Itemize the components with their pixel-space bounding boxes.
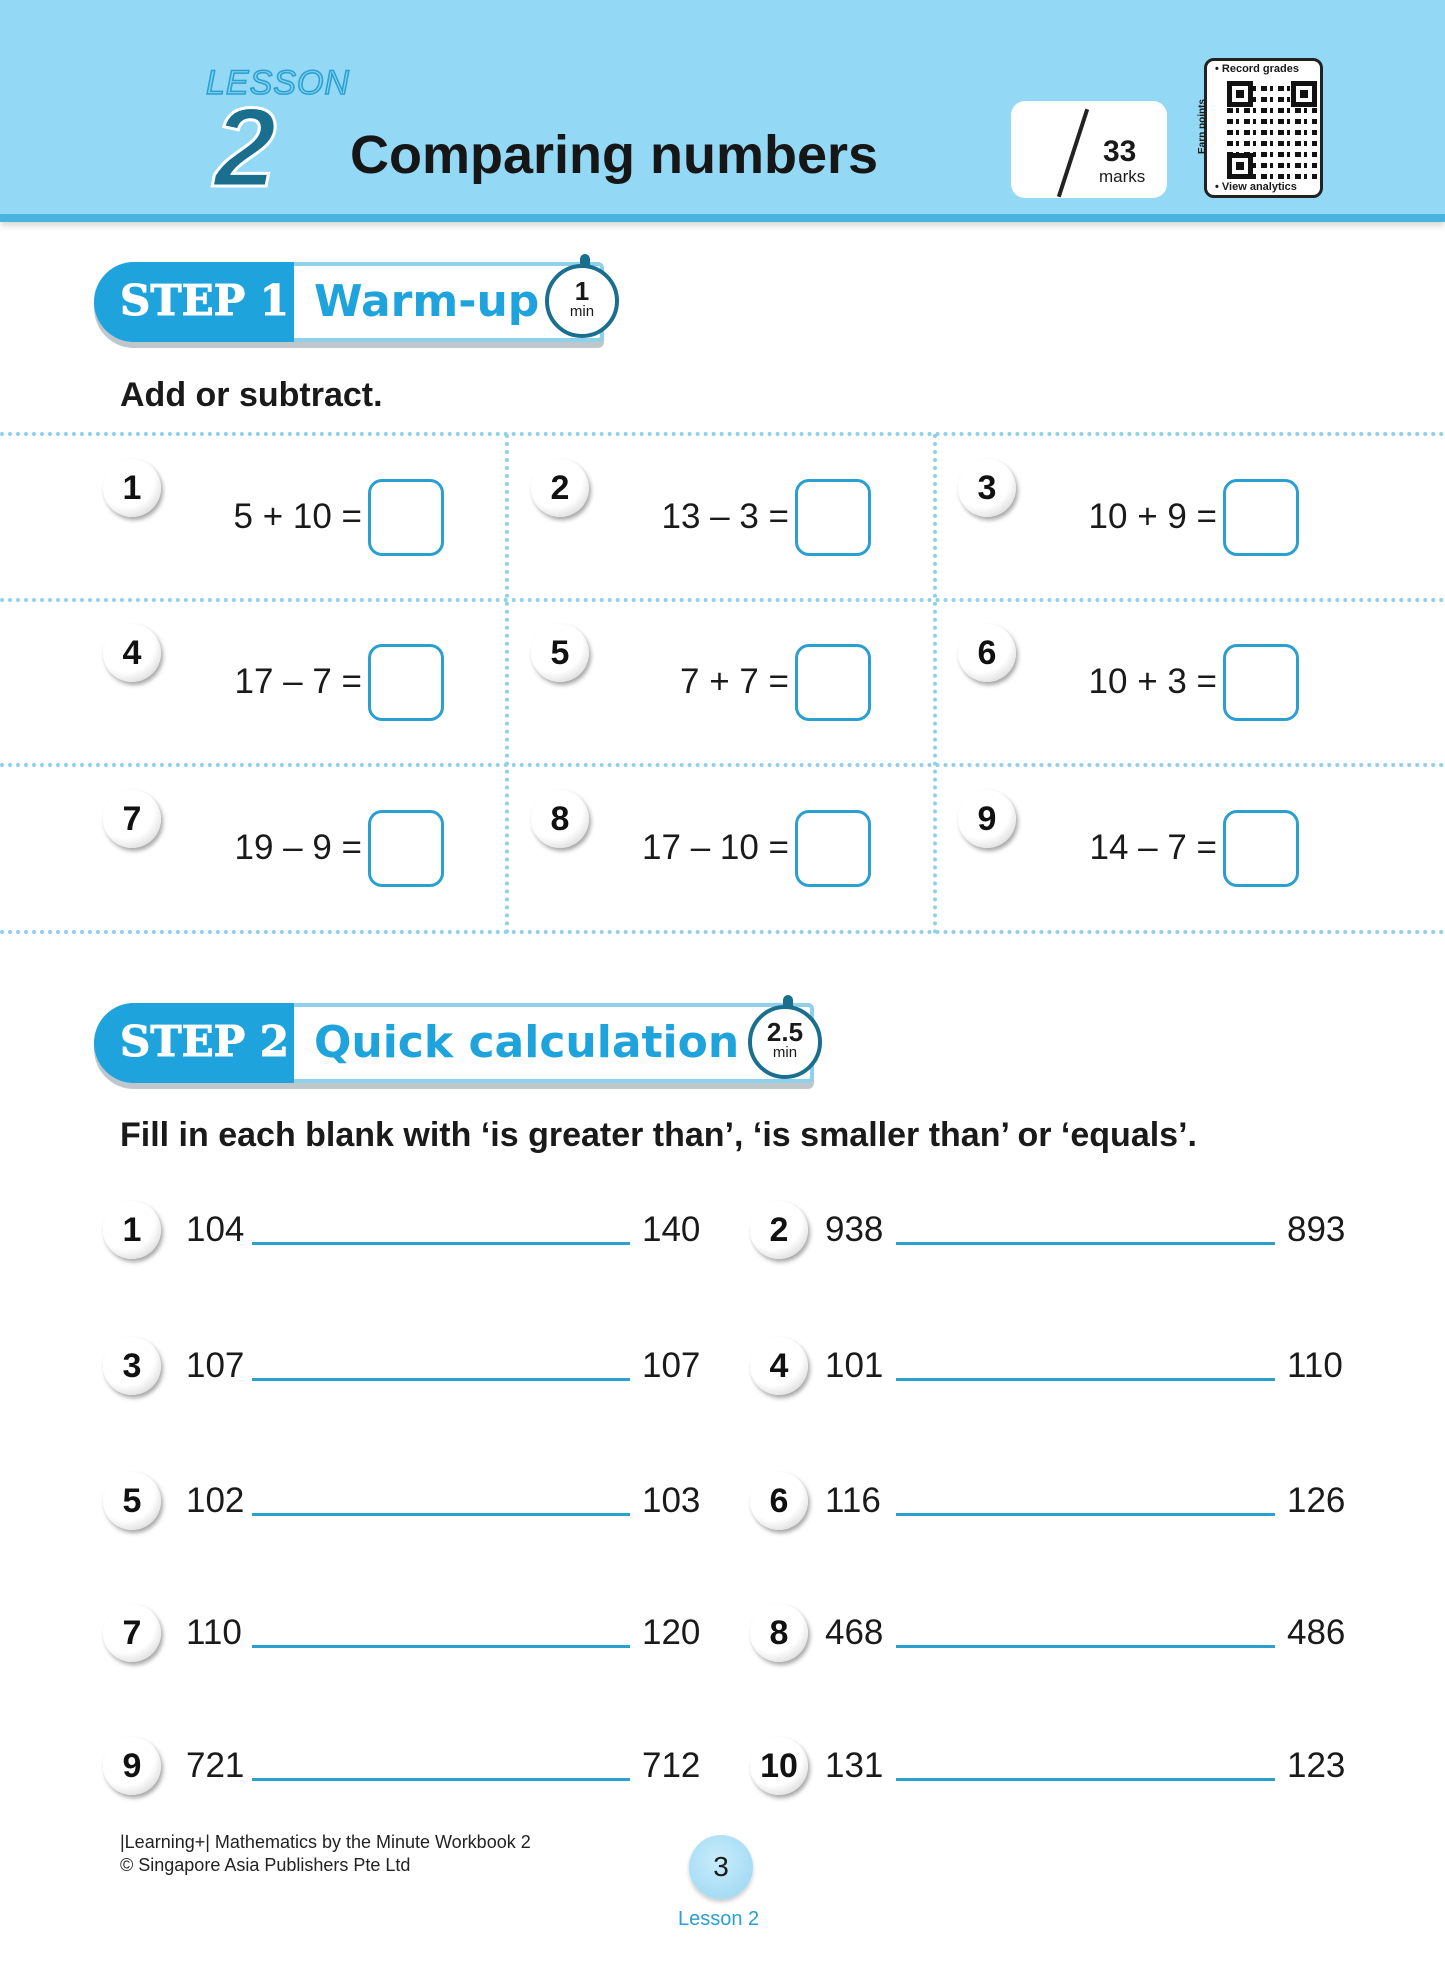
marks-slash [1057,109,1089,198]
step1-instruction: Add or subtract. [120,376,383,414]
equation-text: 17 – 7 = [234,662,362,701]
question-number-badge: 4 [103,624,161,682]
number-right: 103 [642,1481,701,1520]
question-number-badge: 5 [103,1472,161,1530]
question-number-badge: 1 [103,459,161,517]
number-left: 107 [186,1346,245,1385]
question-number-badge: 8 [750,1604,808,1662]
timer-value: 1 [574,276,590,306]
number-left: 131 [825,1746,884,1785]
question-number-badge: 3 [958,459,1016,517]
answer-box[interactable] [795,810,871,887]
page-number: 3 [689,1835,753,1899]
answer-blank-line[interactable] [252,1513,630,1516]
number-right: 107 [642,1346,701,1385]
number-left: 721 [186,1746,245,1785]
number-left: 104 [186,1210,245,1249]
grid-divider [933,434,937,934]
question-number-badge: 4 [750,1337,808,1395]
answer-blank-line[interactable] [896,1242,1275,1245]
step1-tag: STEP 1 [94,262,294,342]
answer-blank-line[interactable] [896,1778,1275,1781]
answer-box[interactable] [368,810,444,887]
page-lesson-label: Lesson 2 [678,1908,760,1930]
qr-view-analytics: • View analytics [1215,181,1297,193]
question-number-badge: 7 [103,790,161,848]
marks-box [1011,101,1167,198]
page-title: Comparing numbers [350,125,879,185]
question-number-badge: 5 [531,624,589,682]
question-number-badge: 7 [103,1604,161,1662]
grid-divider [0,763,1445,767]
answer-blank-line[interactable] [896,1645,1275,1648]
grid-divider [0,432,1445,436]
step2-banner [94,1003,814,1083]
step1-timer-icon [545,264,619,338]
marks-total: 33 [1103,135,1137,168]
timer-unit: min [772,1044,798,1061]
question-number-badge: 6 [958,624,1016,682]
question-number-badge: 1 [103,1201,161,1259]
qr-record-grades: • Record grades [1215,63,1299,75]
answer-box[interactable] [368,644,444,721]
grid-divider [0,598,1445,602]
number-right: 893 [1287,1210,1346,1249]
answer-box[interactable] [368,479,444,556]
answer-blank-line[interactable] [252,1378,630,1381]
lesson-label: LESSON [206,64,350,102]
question-number-badge: 6 [750,1472,808,1530]
number-right: 126 [1287,1481,1346,1520]
answer-blank-line[interactable] [896,1378,1275,1381]
qr-earn-points: Earn points [1197,98,1209,155]
step2-title: Quick calculation [314,1017,740,1068]
timer-value: 2.5 [766,1017,804,1047]
answer-blank-line[interactable] [896,1513,1275,1516]
number-right: 712 [642,1746,701,1785]
number-right: 120 [642,1613,701,1652]
number-right: 140 [642,1210,701,1249]
equation-text: 13 – 3 = [661,497,789,536]
grid-divider [0,930,1445,934]
marks-unit: marks [1099,167,1146,186]
step1-banner [94,262,604,342]
equation-text: 7 + 7 = [680,662,789,701]
footer-book-title: |Learning+| Mathematics by the Minute Workbook 2 [120,1832,531,1852]
question-number-badge: 9 [958,790,1016,848]
lesson-number: 2 [214,85,277,210]
equation-text: 10 + 3 = [1088,662,1217,701]
question-number-badge: 10 [750,1737,808,1795]
step2-instruction: Fill in each blank with ‘is greater than’, ‘is smaller than’ or ‘equals’. [120,1116,1197,1154]
qr-code-icon [1227,81,1317,179]
step2-timer-icon [748,1005,822,1079]
answer-box[interactable] [1223,479,1299,556]
answer-blank-line[interactable] [252,1242,630,1245]
grid-divider [505,434,509,934]
step1-title: Warm-up [314,276,540,327]
number-left: 938 [825,1210,884,1249]
number-left: 116 [825,1481,881,1520]
number-left: 101 [825,1346,884,1385]
answer-box[interactable] [1223,644,1299,721]
number-left: 102 [186,1481,245,1520]
answer-blank-line[interactable] [252,1645,630,1648]
question-number-badge: 3 [103,1337,161,1395]
number-right: 110 [1287,1346,1343,1385]
number-right: 123 [1287,1746,1346,1785]
equation-text: 19 – 9 = [234,828,362,867]
number-left: 110 [186,1613,242,1652]
number-left: 468 [825,1613,884,1652]
footer-copyright: © Singapore Asia Publishers Pte Ltd [120,1855,411,1875]
step2-tag: STEP 2 [94,1003,294,1083]
equation-text: 5 + 10 = [233,497,362,536]
equation-text: 10 + 9 = [1088,497,1217,536]
question-number-badge: 9 [103,1737,161,1795]
question-number-badge: 2 [750,1201,808,1259]
answer-box[interactable] [795,644,871,721]
answer-box[interactable] [1223,810,1299,887]
number-right: 486 [1287,1613,1346,1652]
question-number-badge: 2 [531,459,589,517]
question-number-badge: 8 [531,790,589,848]
qr-code[interactable] [1197,58,1323,198]
equation-text: 17 – 10 = [642,828,789,867]
answer-box[interactable] [795,479,871,556]
equation-text: 14 – 7 = [1089,828,1217,867]
timer-unit: min [569,303,595,320]
answer-blank-line[interactable] [252,1778,630,1781]
